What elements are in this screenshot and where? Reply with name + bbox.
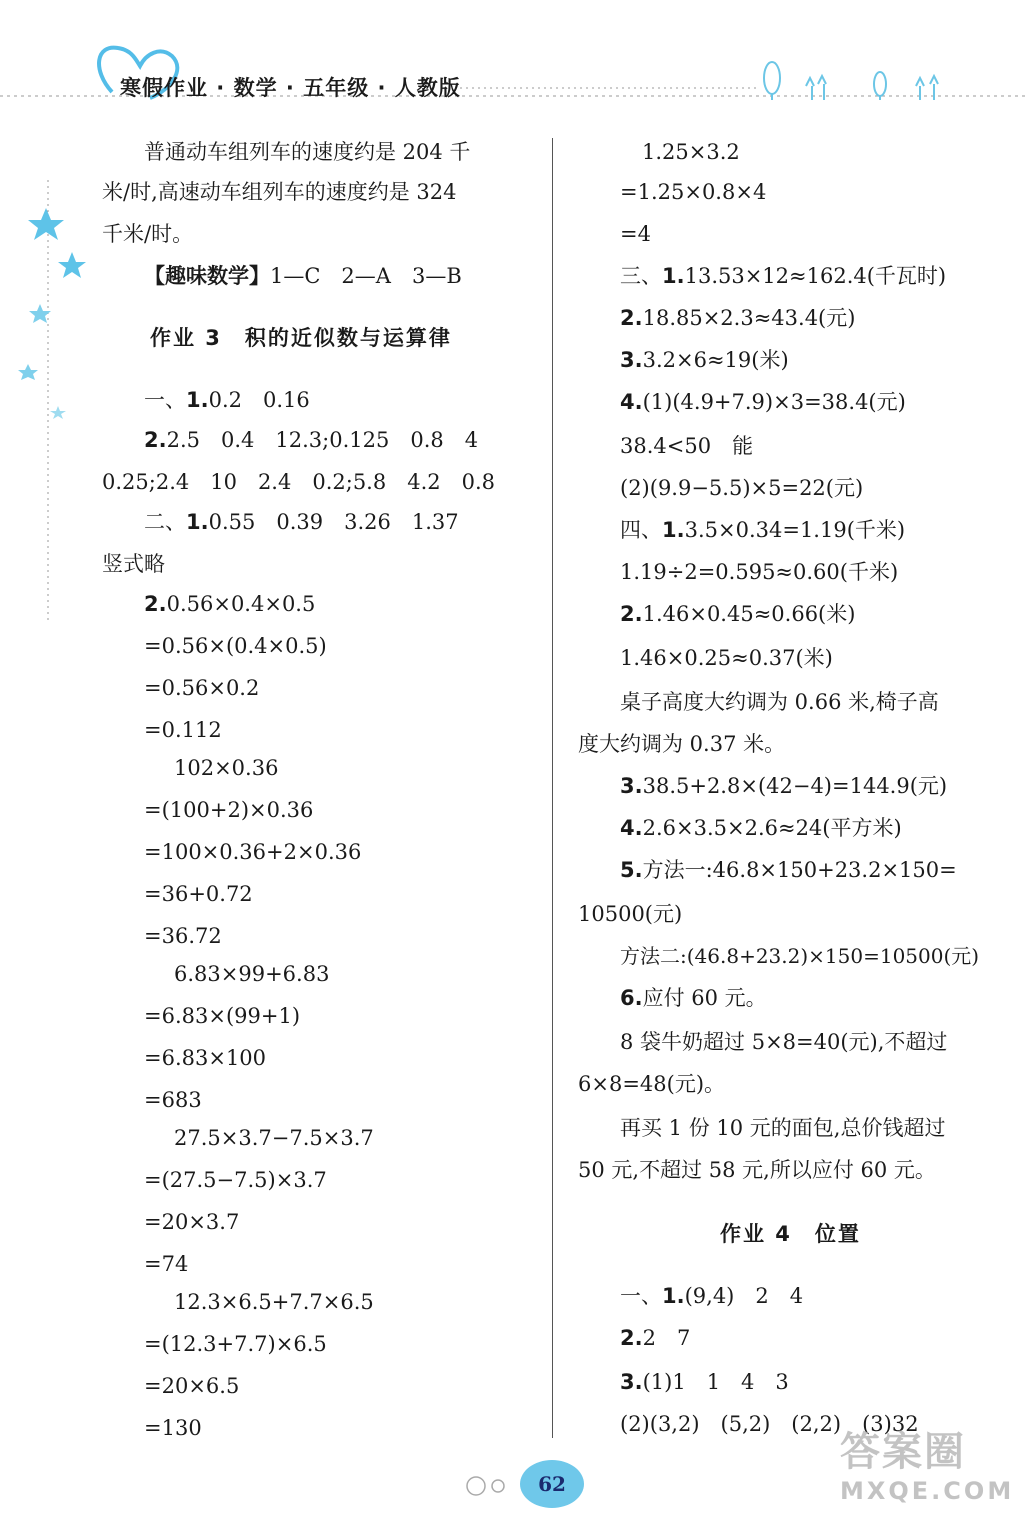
text-line: 桌子高度大约调为 0.66 米,椅子高: [620, 690, 939, 714]
answer-line: 1.19÷2=0.595≈0.60(千米): [620, 560, 899, 584]
answer-line: [578, 1368, 789, 1396]
page-header: [0, 0, 1028, 120]
answer-text: (1)(4.9+7.9)×3=38.4(元): [642, 390, 906, 414]
question-number: 1.: [186, 510, 209, 534]
fun-math-tag: 【趣味数学】: [144, 264, 270, 288]
answer-text: (9,4) 2 4: [684, 1284, 804, 1308]
answer-text: 0.2 0.16: [208, 388, 310, 412]
part-label: 一、: [144, 388, 186, 412]
header-title: 寒假作业 · 数学 · 五年级 · 人教版: [120, 76, 461, 100]
equation-line: =(12.3+7.7)×6.5: [144, 1332, 327, 1356]
answer-line: [578, 1282, 803, 1310]
answer-line: [578, 304, 855, 332]
question-number: 6.: [620, 986, 643, 1010]
answer-line: 0.25;2.4 10 2.4 0.2;5.8 4.2 0.8: [102, 470, 496, 494]
text-line: 50 元,不超过 58 元,所以应付 60 元。: [578, 1158, 936, 1182]
equation-line: =20×6.5: [144, 1374, 240, 1398]
part-label: 四、: [620, 518, 662, 542]
answer-line: [578, 1324, 690, 1352]
header-decoration: [0, 0, 1028, 120]
answer-line: [102, 508, 459, 536]
text-line: 6×8=48(元)。: [578, 1072, 726, 1096]
equation-line: =130: [144, 1416, 202, 1440]
question-number: 3.: [620, 774, 643, 798]
answer-line: [578, 814, 902, 842]
answer-text: 18.85×2.3≈43.4(元): [642, 306, 856, 330]
answer-text: 3.5×0.34=1.19(千米): [684, 518, 906, 542]
answer-text: 2.6×3.5×2.6≈24(平方米): [642, 816, 902, 840]
answer-text: 2.5 0.4 12.3;0.125 0.8 4: [166, 428, 479, 452]
equation-line: =683: [144, 1088, 202, 1112]
equation-line: =0.56×0.2: [144, 676, 260, 700]
answer-line: [578, 772, 947, 800]
equation-line: 27.5×3.7−7.5×3.7: [174, 1126, 374, 1150]
answer-text: 0.56×0.4×0.5: [166, 592, 316, 616]
answer-line: [578, 388, 906, 416]
question-number: 3.: [620, 1370, 643, 1394]
answer-line: [578, 262, 946, 290]
answer-text: 1.46×0.45≈0.66(米): [642, 602, 856, 626]
column-divider: [552, 138, 553, 1438]
answer-text: 0.55 0.39 3.26 1.37: [208, 510, 459, 534]
text-line: 8 袋牛奶超过 5×8=40(元),不超过: [620, 1030, 948, 1054]
equation-line: =0.112: [144, 718, 222, 742]
question-number: 1.: [662, 518, 685, 542]
equation-line: 6.83×99+6.83: [174, 962, 330, 986]
equation-line: =36+0.72: [144, 882, 253, 906]
answer-line: [578, 984, 767, 1012]
watermark-text: 答案圈: [840, 1429, 966, 1475]
question-number: 2.: [620, 1326, 643, 1350]
text-line: 度大约调为 0.37 米。: [578, 732, 786, 756]
answer-line: 竖式略: [102, 552, 165, 576]
question-number: 1.: [662, 1284, 685, 1308]
watermark-logo: [840, 1420, 1020, 1530]
answer-line: 10500(元): [578, 902, 683, 926]
answer-line: [578, 516, 905, 544]
equation-line: 102×0.36: [174, 756, 279, 780]
answer-line: [578, 600, 855, 628]
answer-line: (2)(3,2) (5,2) (2,2) (3)32: [620, 1412, 919, 1436]
question-number: 5.: [620, 858, 643, 882]
equation-line: =4: [620, 222, 651, 246]
question-number: 1.: [186, 388, 209, 412]
answer-text: 13.53×12≈162.4(千瓦时): [684, 264, 947, 288]
equation-line: 12.3×6.5+7.7×6.5: [174, 1290, 374, 1314]
question-number: 2.: [144, 428, 167, 452]
answer-line: 38.4<50 能: [620, 434, 754, 458]
answer-text: 方法一:46.8×150+23.2×150=: [642, 858, 957, 882]
star-decoration: [0, 180, 100, 620]
equation-line: =(100+2)×0.36: [144, 798, 314, 822]
question-number: 3.: [620, 348, 643, 372]
text-line: 米/时,高速动车组列车的速度约是 324: [102, 180, 457, 204]
question-number: 2.: [144, 592, 167, 616]
text-line: 千米/时。: [102, 222, 194, 246]
question-number: 4.: [620, 390, 643, 414]
answer-line: 方法二:(46.8+23.2)×150=10500(元): [620, 944, 980, 968]
section-heading: 作业 3 积的近似数与运算律: [150, 326, 452, 350]
answer-text: 38.5+2.8×(42−4)=144.9(元): [642, 774, 948, 798]
fun-math-answers: 1—C 2—A 3—B: [270, 264, 462, 288]
answer-line: [578, 346, 789, 374]
equation-line: 1.25×3.2: [642, 140, 740, 164]
answer-text: (1)1 1 4 3: [642, 1370, 789, 1394]
equation-line: =(27.5−7.5)×3.7: [144, 1168, 327, 1192]
equation-line: =100×0.36+2×0.36: [144, 840, 362, 864]
part-label: 三、: [620, 264, 662, 288]
answer-text: 2 7: [642, 1326, 691, 1350]
answer-line: 1.46×0.25≈0.37(米): [620, 646, 833, 670]
page-number: 62: [520, 1460, 584, 1508]
equation-line: =74: [144, 1252, 189, 1276]
part-label: 一、: [620, 1284, 662, 1308]
equation-line: =36.72: [144, 924, 222, 948]
equation-line: =6.83×(99+1): [144, 1004, 301, 1028]
answer-text: 应付 60 元。: [642, 986, 767, 1010]
equation-line: =6.83×100: [144, 1046, 267, 1070]
section-heading: 作业 4 位置: [720, 1222, 861, 1246]
equation-line: =0.56×(0.4×0.5): [144, 634, 327, 658]
answer-line: [102, 426, 478, 454]
answer-text: 3.2×6≈19(米): [642, 348, 789, 372]
question-number: 1.: [662, 264, 685, 288]
text-line: 再买 1 份 10 元的面包,总价钱超过: [620, 1116, 946, 1140]
fun-math-line: [102, 262, 462, 290]
question-number: 2.: [620, 602, 643, 626]
question-number: 4.: [620, 816, 643, 840]
answer-line: (2)(9.9−5.5)×5=22(元): [620, 476, 864, 500]
equation-line: =20×3.7: [144, 1210, 240, 1234]
question-number: 2.: [620, 306, 643, 330]
text-line: 普通动车组列车的速度约是 204 千: [144, 140, 471, 164]
equation-line: =1.25×0.8×4: [620, 180, 767, 204]
answer-line: [102, 386, 310, 414]
answer-line: [102, 590, 315, 618]
watermark-url: MXQE.COM: [840, 1477, 1015, 1505]
footer-decoration: [462, 1472, 522, 1502]
part-label: 二、: [144, 510, 186, 534]
answer-line: [578, 856, 957, 884]
